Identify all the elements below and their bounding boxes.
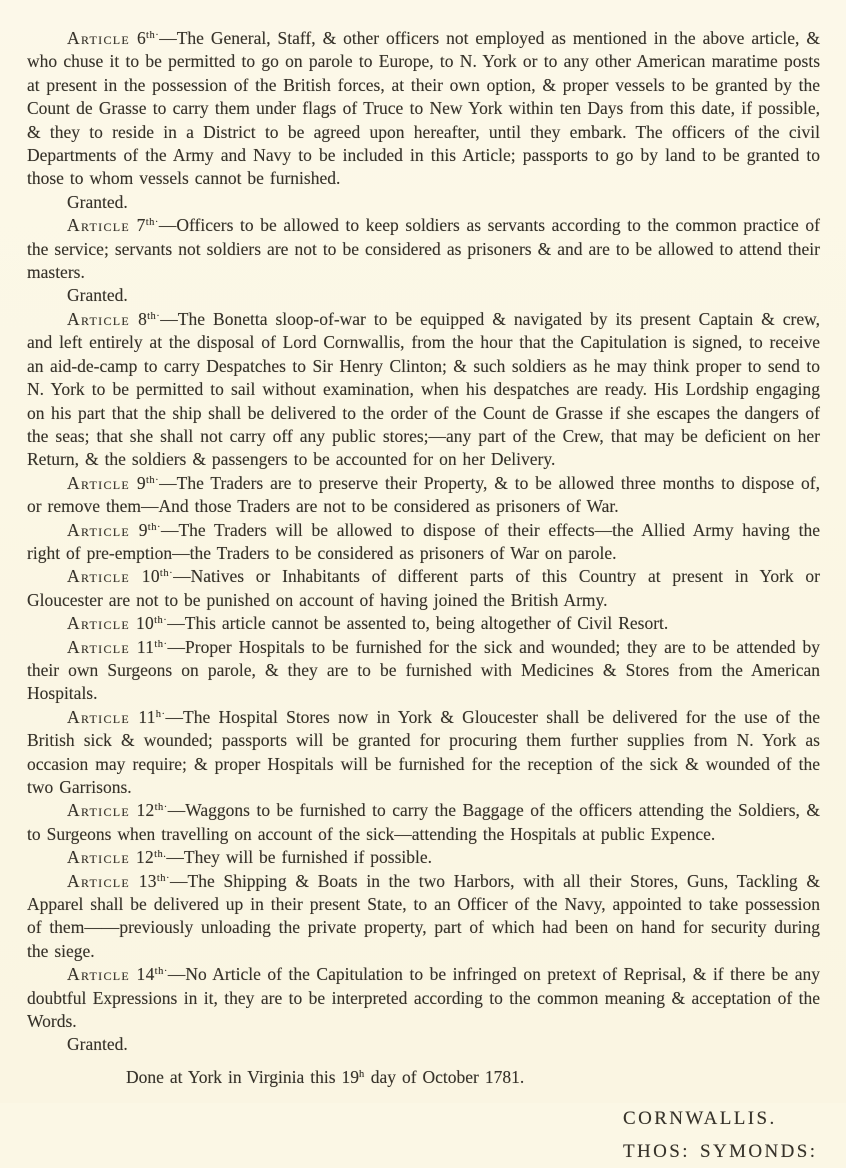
article-11-reply-paragraph xyxy=(27,706,820,800)
article-ordinal: th· xyxy=(156,872,171,884)
article-number: 12 xyxy=(136,800,155,821)
article-9-reply-paragraph xyxy=(27,519,820,566)
signature-symonds: THOS: SYMONDS: xyxy=(623,1141,818,1163)
article-text: —Officers to be allowed to keep soldiers as servants according to the common practice of the service; servants not soldiers are not to be considered as prisoners & and are to be allowed to attend their masters. xyxy=(27,215,820,283)
dateline-text: day of October 1781. xyxy=(364,1066,525,1087)
article-number: 8 xyxy=(138,308,148,329)
granted-line: Granted. xyxy=(67,285,128,306)
article-text: —No Article of the Capitulation to be infringed on pretext of Reprisal, & if there be any doubtful Expressions in it, they are to be interpreted according to the common meaning & acceptation of the Words. xyxy=(27,964,820,1032)
article-number: 9 xyxy=(138,519,148,540)
article-text: —The Shipping & Boats in the two Harbors, with all their Stores, Guns, Tackling & Apparel shall be delivered up in their present State, to an Officer of the Navy, appointed to take possession of them——previously unloading the private property, part of which had been on hand for security during the siege. xyxy=(27,870,820,961)
article-ordinal: th. xyxy=(154,849,167,861)
article-7-paragraph xyxy=(27,214,820,284)
article-11-paragraph xyxy=(27,636,820,706)
dateline-text: Done at York in Virginia this 19 xyxy=(126,1066,359,1087)
article-text: —Waggons to be furnished to carry the Baggage of the officers attending the Soldiers, & to Surgeons when travelling on account of the sick—attending the Hospitals at public Expence. xyxy=(27,800,820,844)
article-number: 14 xyxy=(136,964,155,985)
article-12-reply-paragraph xyxy=(27,846,820,869)
article-text: —The Bonetta sloop-of-war to be equipped & navigated by its present Captain & crew, and left entirely at the disposal of Lord Cornwallis, from the hour that the Capitulation is signed, to receive an aid-de-camp to carry Despatches to Sir Henry Clinton; & such soldiers as he may think proper to send to N. York to be permitted to sail without examination, when his despatches are ready. His Lordship engaging on his part that the ship shall be delivered to the order of the Count de Grasse if she escapes the dangers of the seas; that she shall not carry off any public stores;—any part of the Crew, that may be deficient on her Return, & the soldiers & passengers to be accounted for on her Delivery. xyxy=(27,308,821,470)
article-number: 10 xyxy=(136,613,155,634)
article-label: Article xyxy=(67,636,131,657)
article-ordinal: th· xyxy=(159,568,174,580)
article-label: Article xyxy=(67,847,131,868)
signature-cornwallis: CORNWALLIS. xyxy=(623,1108,777,1130)
article-label: Article xyxy=(67,613,131,634)
article-text: —The General, Staff, & other officers not employed as mentioned in the above article, & who chuse it to be permitted to go on parole to Europe, to N. York or to any other American maratime posts at present in the possession of the British forces, at their own option, & proper vessels to be granted by the Count de Grasse to carry them under flags of Truce to New York within ten Days from this date, if possible, & they to reside in a District to be agreed upon hereafter, until they embark. The officers of the civil Departments of the Army and Navy to be included in this Article; passports to go by land to be granted to those to whom vessels cannot be furnished. xyxy=(27,28,820,189)
article-text: —The Traders will be allowed to dispose of their effects—the Allied Army having the right of pre-emption—the Traders to be considered as prisoners of War on parole. xyxy=(27,519,820,563)
article-label: Article xyxy=(67,800,131,821)
article-text: —Proper Hospitals to be furnished for the sick and wounded; they are to be attended by their own Surgeons on parole, & they are to be furnished with Medicines & Stores from the American Hospitals. xyxy=(27,636,820,704)
article-ordinal: th· xyxy=(145,217,159,229)
article-6-paragraph xyxy=(27,27,820,191)
signature-block xyxy=(623,1102,820,1168)
article-label: Article xyxy=(67,519,131,540)
article-ordinal: h· xyxy=(155,708,166,720)
article-number: 11 xyxy=(138,706,156,727)
article-12-paragraph xyxy=(27,799,820,846)
article-number: 13 xyxy=(138,870,157,891)
article-ordinal: th· xyxy=(147,521,161,533)
granted-line: Granted. xyxy=(67,1034,128,1055)
article-label: Article xyxy=(67,28,131,48)
article-number: 11 xyxy=(136,636,155,657)
article-ordinal: th· xyxy=(154,615,168,627)
article-text: —The Traders are to preserve their Property, & to be allowed three months to dispose of, or remove them—And those Traders are not to be considered as prisoners of War. xyxy=(27,472,820,517)
article-8-paragraph xyxy=(27,308,820,472)
article-ordinal: th· xyxy=(154,966,168,978)
article-label: Article xyxy=(67,472,131,493)
article-number: 12 xyxy=(136,847,155,868)
article-number: 6 xyxy=(136,28,147,48)
article-ordinal: th· xyxy=(154,802,168,814)
article-14-paragraph xyxy=(27,963,820,1033)
granted-line: Granted. xyxy=(67,191,128,212)
article-ordinal: th· xyxy=(146,30,160,41)
dateline xyxy=(27,1066,820,1089)
article-label: Article xyxy=(67,566,131,587)
article-label: Article xyxy=(67,964,131,985)
article-13-paragraph xyxy=(27,870,820,964)
dateline-ordinal: h xyxy=(358,1068,365,1080)
article-number: 7 xyxy=(136,215,146,236)
article-10-paragraph xyxy=(27,565,820,612)
article-number: 10 xyxy=(141,566,160,587)
article-text: —Natives or Inhabitants of different parts of this Country at present in York or Gloucester are not to be punished on account of having joined the British Army. xyxy=(27,566,820,610)
article-9-paragraph xyxy=(27,472,820,519)
article-label: Article xyxy=(67,706,131,727)
article-number: 9 xyxy=(136,472,146,493)
article-ordinal: th· xyxy=(147,310,161,322)
article-ordinal: th· xyxy=(145,474,160,486)
article-text: —The Hospital Stores now in York & Gloucester shall be delivered for the use of the British sick & wounded; passports will be granted for procuring them further supplies from N. York as occasion may require; & proper Hospitals will be furnished for the reception of the sick & wounded of the two Garrisons. xyxy=(27,706,820,797)
article-label: Article xyxy=(67,870,131,891)
article-text: —This article cannot be assented to, being altogether of Civil Resort. xyxy=(167,613,669,634)
article-text: —They will be furnished if possible. xyxy=(166,847,433,868)
article-label: Article xyxy=(67,215,131,236)
article-label: Article xyxy=(67,308,131,329)
article-ordinal: th· xyxy=(154,638,168,650)
article-10-reply-paragraph xyxy=(27,612,820,635)
